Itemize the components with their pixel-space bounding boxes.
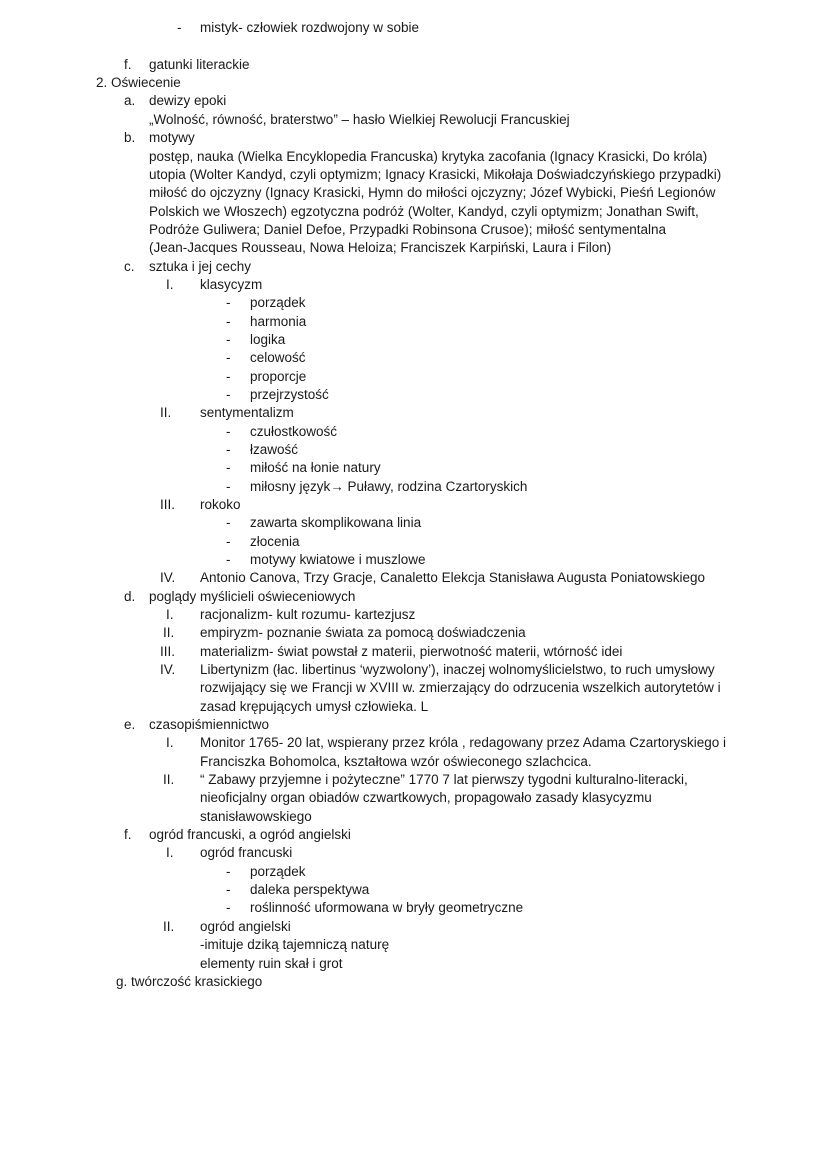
list-item-text: -imituje dziką tajemniczą naturę <box>200 937 390 952</box>
list-marker: c. <box>124 259 135 274</box>
list-item-text: porządek <box>250 864 306 879</box>
list-marker: f. <box>124 57 132 72</box>
list-item-text: ogród francuski, a ogród angielski <box>149 827 351 842</box>
list-marker: II. <box>163 919 175 934</box>
list-marker: II. <box>163 772 175 787</box>
list-item-text: Podróże Guliwera; Daniel Defoe, Przypadki Robinsona Crusoe); miłość sentymentalna <box>149 222 666 237</box>
list-item-text: czułostkowość <box>250 424 338 439</box>
list-marker: - <box>177 20 182 35</box>
list-marker: f. <box>124 827 132 842</box>
list-marker: - <box>226 515 231 530</box>
list-item-text: poglądy myślicieli oświeceniowych <box>149 589 356 604</box>
list-item-text: zawarta skomplikowana linia <box>250 515 422 530</box>
list-item-text: harmonia <box>250 314 307 329</box>
list-marker: - <box>226 295 231 310</box>
list-marker: - <box>226 460 231 475</box>
list-item-text: łzawość <box>250 442 299 457</box>
list-item-text: miłość na łonie natury <box>250 460 381 475</box>
list-marker: I. <box>166 607 174 622</box>
list-item-text: elementy ruin skał i grot <box>200 956 343 971</box>
list-marker: IV. <box>160 662 176 677</box>
list-marker: - <box>226 332 231 347</box>
list-marker: - <box>226 534 231 549</box>
list-item-text: miłosny język→ Puławy, rodzina Czartoryskich <box>250 479 528 494</box>
list-item-text: dewizy epoki <box>149 93 227 108</box>
list-item-text: proporcje <box>250 369 307 384</box>
list-item-text: ogród angielski <box>200 919 291 934</box>
list-item-text: czasopiśmiennictwo <box>149 717 270 732</box>
list-item-text: utopia (Wolter Kandyd, czyli optymizm; Ignacy Krasicki, Mikołaja Doświadczyńskiego przypadki) <box>149 167 722 182</box>
list-marker: e. <box>124 717 136 732</box>
list-item-text: przejrzystość <box>250 387 329 402</box>
list-marker: IV. <box>160 570 176 585</box>
list-item-text: empiryzm- poznanie świata za pomocą doświadczenia <box>200 625 526 640</box>
list-item-text: g. twórczość krasickiego <box>116 974 263 989</box>
list-marker: II. <box>163 625 175 640</box>
list-item-text: mistyk- człowiek rozdwojony w sobie <box>200 20 420 35</box>
list-marker: - <box>226 882 231 897</box>
list-item-text: miłość do ojczyzny (Ignacy Krasicki, Hymn do miłości ojczyzny; Józef Wybicki, Pieśń Legionów <box>149 185 716 200</box>
list-item-text: Franciszka Bohomolca, kształtowa wzór oświeconego szlachcica. <box>200 754 592 769</box>
list-marker: II. <box>160 405 172 420</box>
list-item-text: logika <box>250 332 286 347</box>
list-marker: - <box>226 900 231 915</box>
list-item-text: Antonio Canova, Trzy Gracje, Canaletto Elekcja Stanisława Augusta Poniatowskiego <box>200 570 706 585</box>
list-item-text: nieoficjalny organ obiadów czwartkowych, propagowało zasady klasycyzmu <box>200 790 652 805</box>
list-marker: - <box>226 864 231 879</box>
list-marker: b. <box>124 130 136 145</box>
list-marker: - <box>226 314 231 329</box>
list-item-text: „Wolność, równość, braterstwo” – hasło Wielkiej Rewolucji Francuskiej <box>149 112 570 127</box>
list-item-text: roślinność uformowana w bryły geometryczne <box>250 900 524 915</box>
list-marker: - <box>226 424 231 439</box>
list-marker: - <box>226 387 231 402</box>
list-item-text: racjonalizm- kult rozumu- kartezjusz <box>200 607 416 622</box>
list-item-text: daleka perspektywa <box>250 882 370 897</box>
list-item-text: Libertynizm (łac. libertinus ‘wyzwolony’), inaczej wolnomyślicielstwo, to ruch umysłowy <box>200 662 715 677</box>
list-item-text: (Jean-Jacques Rousseau, Nowa Heloiza; Franciszek Karpiński, Laura i Filon) <box>149 240 612 255</box>
list-item-text: “ Zabawy przyjemne i pożyteczne” 1770 7 lat pierwszy tygodni kulturalno-literacki, <box>200 772 688 787</box>
list-item-text: celowość <box>250 350 306 365</box>
list-item-text: sztuka i jej cechy <box>149 259 252 274</box>
list-item-text: motywy <box>149 130 195 145</box>
list-marker: d. <box>124 589 136 604</box>
list-item-text: motywy kwiatowe i muszlowe <box>250 552 426 567</box>
list-item-text: gatunki literackie <box>149 57 250 72</box>
list-marker: - <box>226 552 231 567</box>
list-item-text: zasad krępujących umysł człowieka. L <box>200 699 429 714</box>
list-marker: III. <box>160 644 176 659</box>
list-marker: - <box>226 442 231 457</box>
list-item-text: rozwijający się we Francji w XVIII w. zmierzający do odrzucenia wszelkich autorytetów i <box>200 680 721 695</box>
list-item-text: ogród francuski <box>200 845 293 860</box>
list-marker: I. <box>166 277 174 292</box>
list-item-text: klasycyzm <box>200 277 263 292</box>
list-item-text: rokoko <box>200 497 241 512</box>
list-item-text: stanisławowskiego <box>200 809 312 824</box>
list-item-text: Polskich we Włoszech) egzotyczna podróż (Wolter, Kandyd, czyli optymizm; Jonathan Swift, <box>149 204 699 219</box>
list-item-text: materializm- świat powstał z materii, pierwotność materii, wtórność idei <box>200 644 623 659</box>
list-marker: I. <box>166 845 174 860</box>
list-marker: - <box>226 479 231 494</box>
list-marker: - <box>226 369 231 384</box>
list-marker: III. <box>160 497 176 512</box>
list-item-text: 2. Oświecenie <box>96 75 181 90</box>
list-item-text: Monitor 1765- 20 lat, wspierany przez króla , redagowany przez Adama Czartoryskiego i <box>200 735 726 750</box>
list-item-text: złocenia <box>250 534 300 549</box>
list-item-text: sentymentalizm <box>200 405 294 420</box>
list-item-text: postęp, nauka (Wielka Encyklopedia Francuska) krytyka zacofania (Ignacy Krasicki, Do króla) <box>149 149 708 164</box>
list-marker: - <box>226 350 231 365</box>
list-marker: I. <box>166 735 174 750</box>
list-item-text: porządek <box>250 295 306 310</box>
list-marker: a. <box>124 93 136 108</box>
